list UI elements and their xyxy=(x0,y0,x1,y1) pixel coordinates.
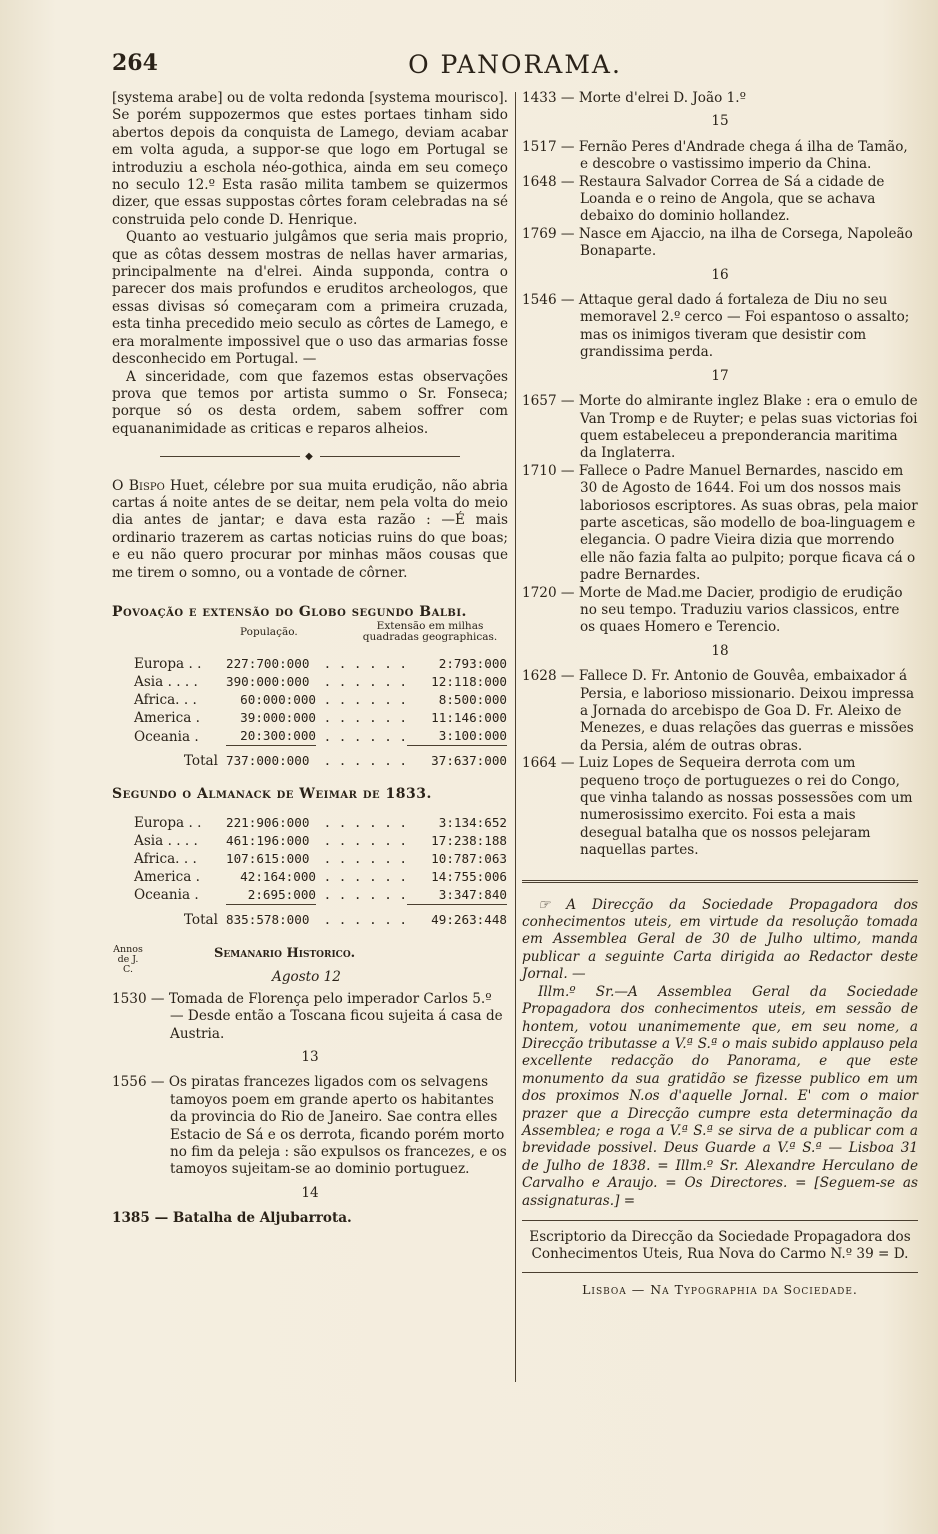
balbi-table-header xyxy=(112,621,508,655)
table-row: America . 39:000:000 . . . . . . 11:146:000 xyxy=(134,710,507,727)
day-16: 16 xyxy=(711,266,729,283)
ornament-divider: ◆ xyxy=(112,448,508,465)
semanario-header xyxy=(112,945,508,991)
balbi-table xyxy=(134,655,507,770)
column-divider xyxy=(515,92,516,1382)
table-row: Asia . . . . 390:000:000 . . . . . . 12:118:000 xyxy=(134,674,507,691)
history-entry-1769: 1769 — Nasce em Ajaccio, na ilha de Corsega, Napoleão Bonaparte. xyxy=(522,225,913,260)
table-row: Europa . . 227:700:000 . . . . . . 2:793:000 xyxy=(134,656,507,673)
table-total-row: Total 835:578:000 . . . . . . 49:263:448 xyxy=(134,904,507,929)
table-row: Oceania . 2:695:000 . . . . . . 3:347:840 xyxy=(134,886,507,904)
weimar-title: Segundo o Almanack de Weimar de 1833. xyxy=(112,786,432,803)
day-15: 15 xyxy=(711,113,729,130)
history-entry-1517: 1517 — Fernão Peres d'Andrade chega á ilha de Tamão, e descobre o vastissimo imperio da China. xyxy=(522,138,908,173)
semanario-title: Semanario Historico. xyxy=(214,945,356,961)
notice-letter: Illm.º Sr.—A Assemblea Geral da Sociedade Propagadora dos conhecimentos uteis, em sessão de hontem, votou unanimemente que, em seu nome, a Direcção tributasse a V.ª S.ª o mais subido applauso pela excellente redacção do Panorama, e que este monumento da sua gratidão se fizesse publico em um dos proximos N.os d'aquelle Jornal. E' com o maior prazer que a Direcção cumpre esta determinação da Assemblea; e roga a V.ª S.ª se sirva de a publicar com a brevidade possivel. Deus Guarde a V.ª S.ª — Lisboa 31 de Julho de 1838. = Illm.º Sr. Alexandre Herculano de Carvalho e Araujo. = Os Directores. = [Seguem-se as assignaturas.] = xyxy=(522,983,918,1209)
rule xyxy=(522,1220,918,1221)
balbi-col-population: População. xyxy=(240,626,298,639)
double-rule xyxy=(522,880,918,883)
table-total-row: Total 737:000:000 . . . . . . 37:637:000 xyxy=(134,746,507,771)
history-entry-1664: 1664 — Luiz Lopes de Sequeira derrota com um pequeno troço de portuguezes o rei do Congo, que vinha talando as nossas possessões com um numerosissimo exercito. Foi esta a mais desegual batalha que os nossos pelejaram naquellas partes. xyxy=(522,755,913,859)
page-header xyxy=(112,50,918,84)
imprint-line: Lisboa — Na Typographia da Sociedade. xyxy=(582,1281,858,1297)
left-column xyxy=(112,90,508,1228)
balbi-title: Povoação e extensão do Globo segundo Balbi. xyxy=(112,603,467,620)
semanario-date: Agosto 12 xyxy=(272,968,341,985)
history-entry-1385: 1385 — Batalha de Aljubarrota. xyxy=(112,1210,352,1227)
paragraph-portaes: [systema arabe] ou de volta redonda [systema mourisco]. Se porém suppozermos que estes portaes tinham sido abertos depois da conquista de Lamego, deviam acabar em volta aguda, a suppor-se que logo em Portugal se introduziu a eschola néo-gothica, ainda em seu começo no seculo 12.º Esta rasão milita tambem se quizermos dizer, que essas suppostas côrtes foram celebradas na sé construida pelo conde D. Henrique. xyxy=(112,90,508,228)
day-17: 17 xyxy=(711,367,729,384)
day-14: 14 xyxy=(301,1184,319,1201)
notice-intro: ☞ A Direcção da Sociedade Propagadora dos conhecimentos uteis, em virtude da resolução tomada em Assemblea Geral de 30 de Julho ultimo, manda publicar a seguinte Carta dirigida ao Redactor deste Jornal. — xyxy=(522,896,918,983)
history-entry-1530: 1530 — Tomada de Florença pelo imperador Carlos 5.º — Desde então a Toscana ficou sujeita á casa de Austria. xyxy=(112,990,503,1042)
weimar-table xyxy=(134,814,507,929)
history-entry-1433: 1433 — Morte d'elrei D. João 1.º xyxy=(522,90,746,106)
huet-text: Huet, célebre por sua muita erudição, não abria cartas á noite antes de se deitar, nem pela volta do meio dia antes de jantar; e dava esta razão : —É mais ordinario trazerem as cartas noticias ruins do que boas; e eu não quero procurar por minhas mãos cousas que me tirem o somno, ou a vontade de côrner. xyxy=(112,477,508,581)
office-address: Escriptorio da Direcção da Sociedade Propagadora dos Conhecimentos Uteis, Rua Nova do Carmo N.º 39 = D. xyxy=(529,1228,911,1263)
table-row: Oceania . 20:300:000 . . . . . . 3:100:000 xyxy=(134,728,507,745)
huet-name: O Bispo xyxy=(112,477,165,494)
table-row: Africa. . . 60:000:000 . . . . . . 8:500:000 xyxy=(134,692,507,709)
table-row: Europa . . 221:906:000 . . . . . . 3:134:652 xyxy=(134,814,507,831)
day-13: 13 xyxy=(301,1049,319,1065)
page-number: 264 xyxy=(112,50,158,76)
publication-title: O PANORAMA. xyxy=(408,50,622,79)
paragraph-vestuario: Quanto ao vestuario julgâmos que seria mais proprio, que as côtas dessem mostras de nellas haver armarias, principalmente na d'elrei. Ainda supponda, contra o parecer dos mais profundos e eruditos archeologos, que essas divisas só começaram com a primeira cruzada, esta tinha precedido meio seculo as côrtes de Lamego, e era moralmente impossivel que o uso das armarias fosse desconhecido em Portugal. — xyxy=(112,229,508,368)
paragraph-sinceridade: A sinceridade, com que fazemos estas observações prova que temos por artista summo o Sr. Fonseca; porque só os desta ordem, sabem soffrer com equananimidade as criticas e reparos alheios. xyxy=(112,368,508,437)
balbi-col-extension: Extensão em milhas quadradas geographicas. xyxy=(362,620,498,644)
paragraph-huet xyxy=(112,478,508,582)
table-row: America . 42:164:000 . . . . . . 14:755:006 xyxy=(134,868,507,885)
history-entry-1710: 1710 — Fallece o Padre Manuel Bernardes, nascido em 30 de Agosto de 1644. Foi um dos nossos mais laboriosos escriptores. As suas obras, pela maior parte asceticas, são modello de boa-linguagem e elegancia. O padre Vieira dizia que morrendo elle não fazia falta ao pulpito; porque ficava cá o padre Bernardes. xyxy=(522,462,918,584)
day-18: 18 xyxy=(711,642,729,659)
history-entry-1657: 1657 — Morte do almirante inglez Blake : era o emulo de Van Tromp e de Ruyter; e pelas suas victorias foi quem estabeleceu a preponderancia maritima da Inglaterra. xyxy=(522,393,918,462)
history-entry-1546: 1546 — Attaque geral dado á fortaleza de Diu no seu memoravel 2.º cerco — Foi espantoso o assalto; mas os inimigos tiveram que desistir com grandissima perda. xyxy=(522,292,910,361)
right-column xyxy=(522,90,918,1298)
history-entry-1556: 1556 — Os piratas francezes ligados com os selvagens tamoyos poem em grande aperto os habitantes da provincia do Rio de Janeiro. Sae contra elles Estacio de Sá e os derrota, ficando porém morto no fim da peleja : são expulsos os francezes, e os tamoyos sujeitam-se ao dominio portuguez. xyxy=(112,1074,507,1178)
rule xyxy=(522,1272,918,1273)
annos-label: Annos de J. C. xyxy=(113,943,143,975)
history-entry-1720: 1720 — Morte de Mad.me Dacier, prodigio de erudição no seu tempo. Traduziu varios classicos, entre os quaes Homero e Terencio. xyxy=(522,584,903,636)
history-entry-1628: 1628 — Fallece D. Fr. Antonio de Gouvêa, embaixador á Persia, e laborioso missionario. Deixou impressa a Jornada do arcebispo de Goa D. Fr. Aleixo de Menezes, e duas relações das guerras e missões da Persia, além de outras obras. xyxy=(522,668,915,754)
history-entry-1648: 1648 — Restaura Salvador Correa de Sá a cidade de Loanda e o reino de Angola, que se achava debaixo do dominio hollandez. xyxy=(522,173,885,225)
table-row: Africa. . . 107:615:000 . . . . . . 10:787:063 xyxy=(134,850,507,867)
table-row: Asia . . . . 461:196:000 . . . . . . 17:238:188 xyxy=(134,832,507,849)
